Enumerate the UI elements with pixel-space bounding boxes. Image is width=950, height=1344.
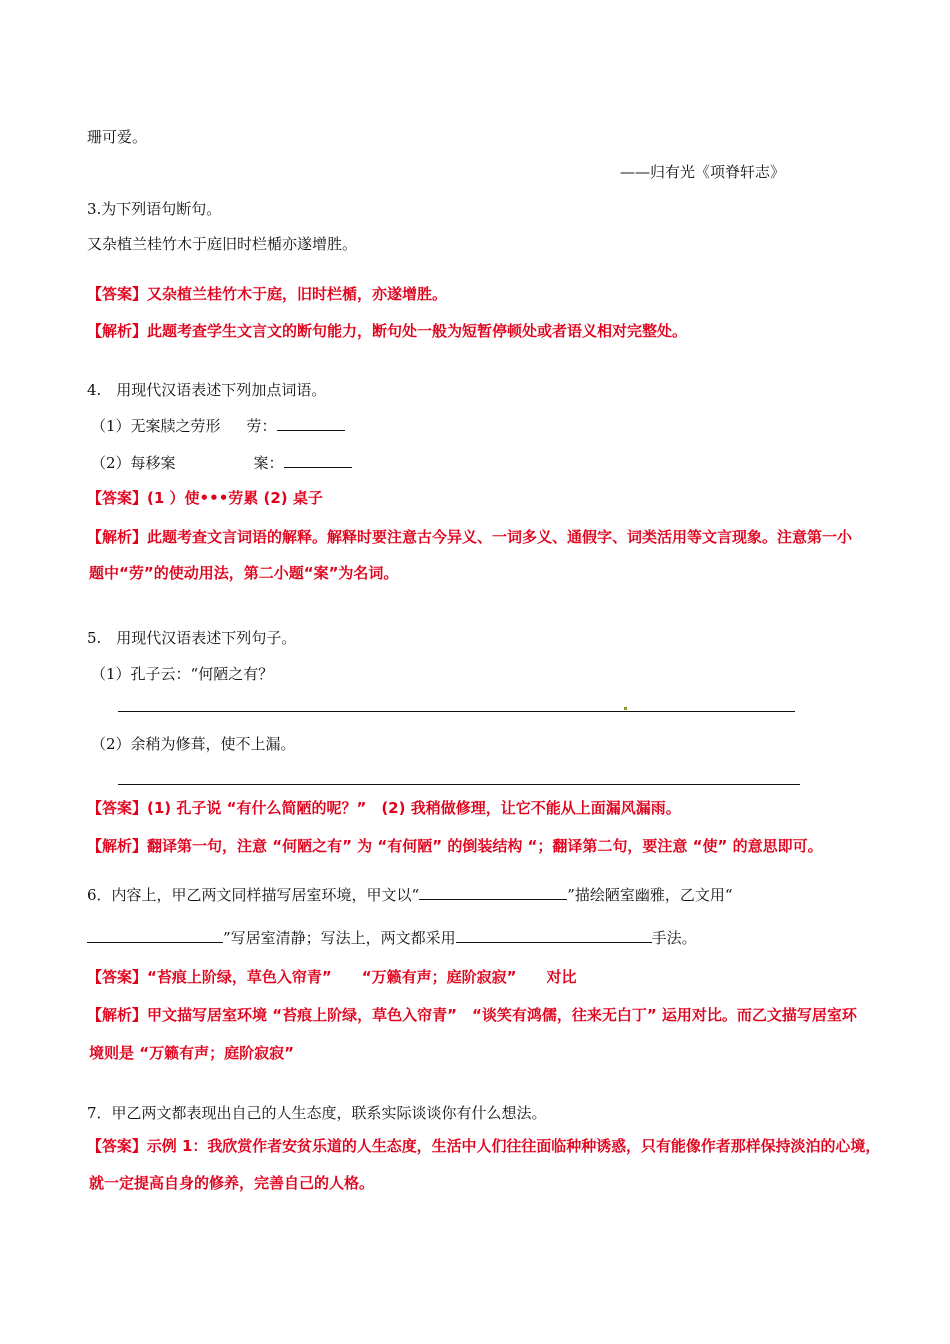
answer-tag: 【答案】 xyxy=(87,285,148,303)
answer-text: (1) 孔子说 “有什么简陋的呢？” (2) 我稍做修理，让它不能从上面漏风漏雨。 xyxy=(147,799,681,817)
q3-text: 又杂植兰桂竹木于庭旧时栏楯亦遂增胜。 xyxy=(87,235,358,253)
q4-item1-text: （1）无案牍之劳形 xyxy=(91,417,221,435)
analysis-text: 翻译第一句，注意 “何陋之有” 为 “有何陋” 的倒装结构 “；翻译第二句，要注意 “使” 的意思即可。 xyxy=(147,837,823,855)
answer-text: 又杂植兰桂竹木于庭，旧时栏楯，亦遂增胜。 xyxy=(147,285,448,303)
q4-item1-key: 劳： xyxy=(246,417,277,435)
q4-blank-1[interactable] xyxy=(277,415,345,431)
q5-answer xyxy=(87,798,681,818)
q4-item2-text: （2）每移案 xyxy=(91,454,176,472)
q5-analysis xyxy=(87,836,823,856)
analysis-tag: 【解析】 xyxy=(87,528,148,546)
q6-analysis-line2: 境则是 “万籁有声；庭阶寂寂” xyxy=(89,1044,294,1062)
answer-text: (1 ）使•••劳累 (2) 桌子 xyxy=(147,489,323,507)
q4-analysis-line2: 题中“劳”的使动用法，第二小题“案”为名词。 xyxy=(89,564,399,582)
q3-title: 3.为下列语句断句。 xyxy=(87,200,222,218)
analysis-tag: 【解析】 xyxy=(87,322,148,340)
answer-tag: 【答案】 xyxy=(87,1137,147,1155)
q4-blank-2[interactable] xyxy=(284,452,352,468)
q4-answer xyxy=(87,488,323,508)
analysis-tag: 【解析】 xyxy=(87,837,148,855)
q5-title: 5. 用现代汉语表述下列句子。 xyxy=(87,629,297,647)
q7-answer-line2: 就一定提高自身的修养，完善自己的人格。 xyxy=(89,1174,375,1192)
continued-text: 珊可爱。 xyxy=(87,128,148,146)
q5-item1: （1）孔子云：“何陋之有？ xyxy=(91,665,274,683)
stray-mark xyxy=(624,707,627,710)
q3-analysis xyxy=(87,321,687,341)
q4-analysis-line1 xyxy=(87,527,852,547)
q6-line1 xyxy=(87,884,733,905)
q6-line2-b: 手法。 xyxy=(651,929,697,947)
analysis-tag: 【解析】 xyxy=(87,1006,148,1024)
q4-item2-key: 案： xyxy=(253,454,284,472)
q5-answer-line-1[interactable] xyxy=(118,711,795,712)
q6-line2-a: ”写居室清静；写法上，两文都采用 xyxy=(223,929,456,947)
q5-item2: （2）余稍为修葺，使不上漏。 xyxy=(91,735,296,753)
q7-title: 7．甲乙两文都表现出自己的人生态度，联系实际谈谈你有什么想法。 xyxy=(87,1104,547,1122)
q4-item2 xyxy=(91,452,352,473)
q6-answer xyxy=(87,967,576,987)
q6-line1-a: 6．内容上，甲乙两文同样描写居室环境，甲文以“ xyxy=(87,886,420,904)
answer-tag: 【答案】 xyxy=(87,489,148,507)
answer-text: 示例 1：我欣赏作者安贫乐道的人生态度，生活中人们往往面临种种诱惑，只有能像作者那样保持淡泊的心境， xyxy=(146,1137,881,1155)
q7-answer-line1 xyxy=(87,1136,880,1156)
q6-line1-b: ”描绘陋室幽雅，乙文用“ xyxy=(567,886,733,904)
q6-analysis-line1 xyxy=(87,1005,857,1025)
analysis-text: 此题考查文言词语的解释。解释时要注意古今异义、一词多义、通假字、词类活用等文言现象。注意第一小 xyxy=(147,528,853,546)
q5-answer-line-2[interactable] xyxy=(118,784,800,785)
answer-tag: 【答案】 xyxy=(87,799,148,817)
q6-blank-1[interactable] xyxy=(419,884,567,900)
attribution: ——归有光《项脊轩志》 xyxy=(620,163,786,181)
q4-item1 xyxy=(91,415,345,436)
analysis-text: 甲文描写居室环境 “苔痕上阶绿，草色入帘青” “谈笑有鸿儒，往来无白丁” 运用对比。而乙文描写居室环 xyxy=(147,1006,857,1024)
answer-tag: 【答案】 xyxy=(87,968,148,986)
q6-blank-3[interactable] xyxy=(456,927,652,943)
q6-line2 xyxy=(87,927,697,948)
q4-title: 4. 用现代汉语表述下列加点词语。 xyxy=(87,381,327,399)
q6-blank-2[interactable] xyxy=(87,927,223,943)
q3-answer xyxy=(87,284,447,304)
answer-text: “苔痕上阶绿，草色入帘青” “万籁有声；庭阶寂寂” 对比 xyxy=(147,968,577,986)
analysis-text: 此题考查学生文言文的断句能力，断句处一般为短暂停顿处或者语义相对完整处。 xyxy=(147,322,688,340)
